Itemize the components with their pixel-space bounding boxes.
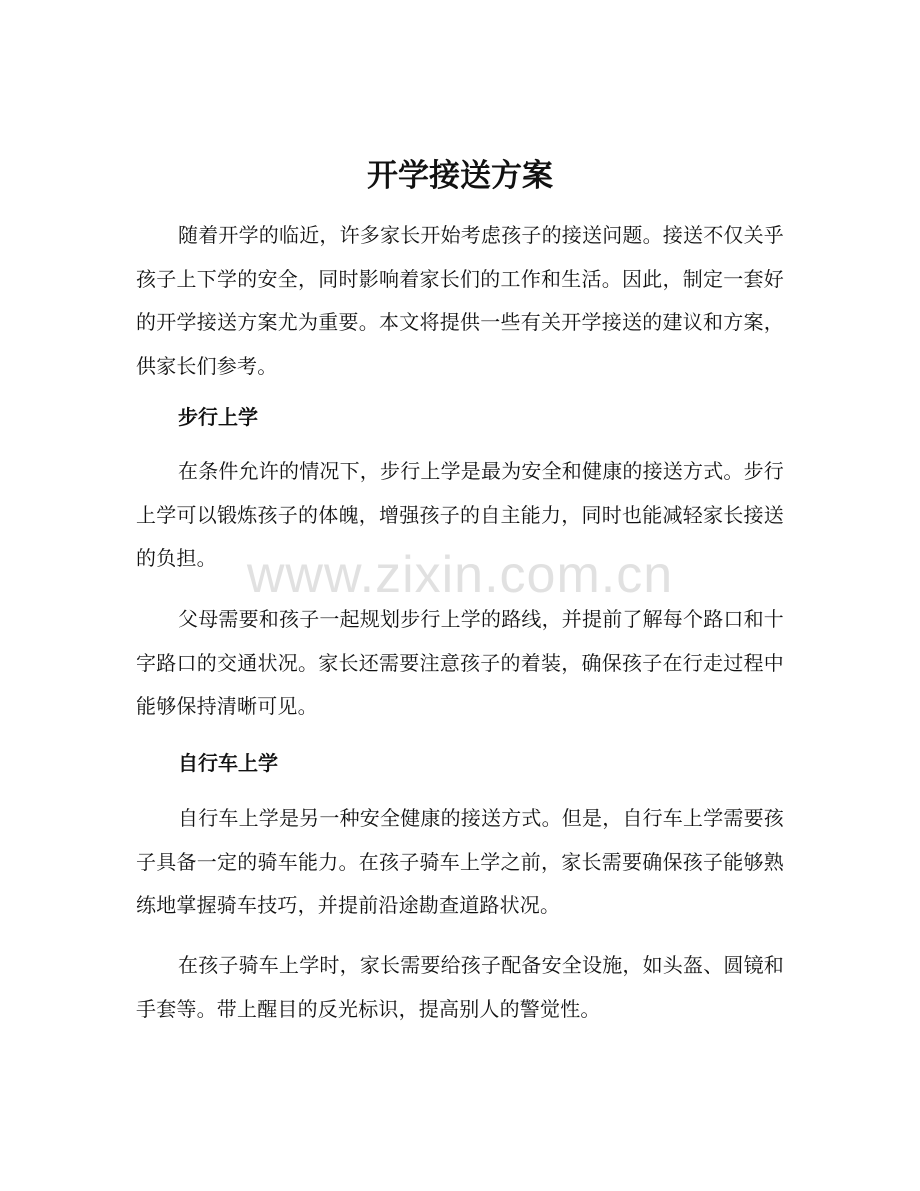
bicycle-paragraph-2: 在孩子骑车上学时，家长需要给孩子配备安全设施，如头盔、圆镜和手套等。带上醒目的反光标识，提高别人的警觉性。 xyxy=(136,953,784,1021)
walking-paragraph-1: 在条件允许的情况下，步行上学是最为安全和健康的接送方式。步行上学可以锻炼孩子的体魄，增强孩子的自主能力，同时也能减轻家长接送的负担。 xyxy=(136,459,784,570)
bicycle-paragraph-1: 自行车上学是另一种安全健康的接送方式。但是，自行车上学需要孩子具备一定的骑车能力。在孩子骑车上学之前，家长需要确保孩子能够熟练地掌握骑车技巧，并提前沿途勘查道路状况。 xyxy=(136,806,784,917)
document-title: 开学接送方案 xyxy=(367,158,553,194)
section-heading-walking: 步行上学 xyxy=(178,405,258,429)
section-heading-bicycle: 自行车上学 xyxy=(178,751,278,775)
walking-paragraph-2: 父母需要和孩子一起规划步行上学的路线，并提前了解每个路口和十字路口的交通状况。家长还需要注意孩子的着装，确保孩子在行走过程中能够保持清晰可见。 xyxy=(136,607,784,718)
intro-paragraph: 随着开学的临近，许多家长开始考虑孩子的接送问题。接送不仅关乎孩子上下学的安全，同时影响着家长们的工作和生活。因此，制定一套好的开学接送方案尤为重要。本文将提供一些有关开学接送的建议和方案，供家长们参考。 xyxy=(136,223,784,378)
watermark: www.zixin.com.cn xyxy=(246,546,674,604)
